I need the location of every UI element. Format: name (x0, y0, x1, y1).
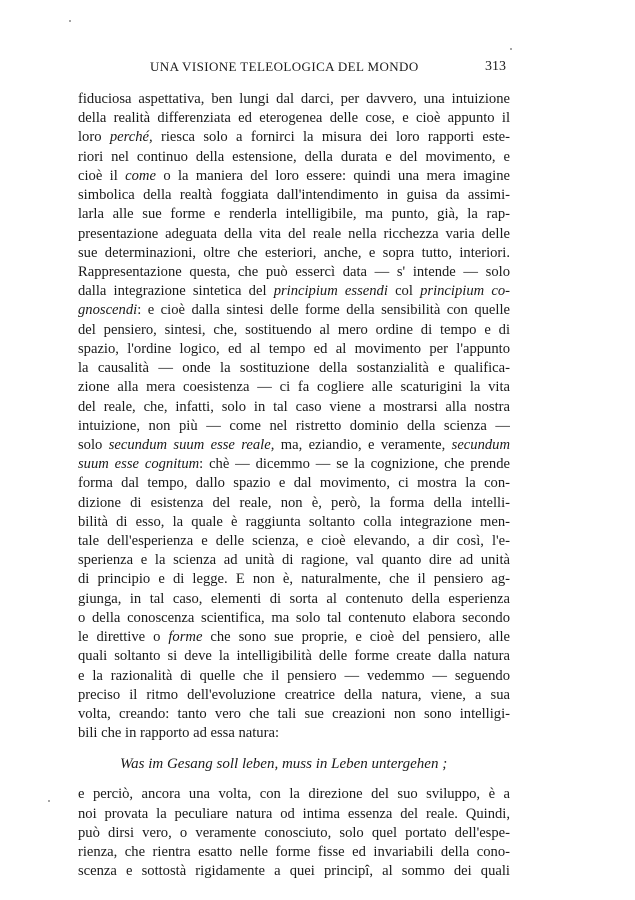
text-line (78, 609, 510, 628)
running-title: UNA VISIONE TELEOLOGICA DEL MONDO (150, 59, 419, 74)
text-segment: sue determinazioni, oltre che esteriori, anche, e sopra tutto, interiori. (78, 244, 510, 261)
text-segment: fiduciosa aspettativa, ben lungi dal darci, per davvero, una intuizione (78, 91, 510, 107)
text-line (78, 686, 510, 705)
text-line (78, 398, 510, 417)
text-segment: preciso il ritmo dell'evoluzione creatrice della natura, viene, a sua (78, 686, 510, 703)
text-segment: simbolica della realtà foggiata dall'intendimento in guisa da assimi- (78, 187, 510, 204)
verse-quotation: Was im Gesang soll leben, muss in Leben untergehen ; (120, 756, 448, 773)
text-line (78, 225, 510, 244)
text-segment: scenza e sottostà rigidamente a quei principî, al sommo dei quali (78, 863, 510, 880)
text-segment: noi provata la peculiare natura od intima essenza del reale. Quindi, (78, 805, 510, 822)
text-segment: giunga, in tal caso, elementi di sorta al contenuto della esperienza (78, 590, 510, 607)
text-segment: cioè il (78, 167, 126, 184)
text-segment: loro (78, 129, 110, 146)
scan-speck (48, 800, 50, 802)
body-text (78, 90, 510, 882)
text-line (78, 705, 510, 724)
text-line (78, 724, 510, 743)
text-segment: riori nel continuo della estensione, della durata e del movimento, e (78, 148, 510, 165)
text-segment: e perciò, ancora una volta, con la direzione del suo sviluppo, è a (78, 786, 510, 803)
text-segment: volta, creando: tanto vero che tali sue creazioni non sono intelligi- (78, 706, 510, 722)
text-line (78, 436, 510, 455)
text-line (78, 628, 510, 647)
text-segment: quali soltanto si deve la intelligibilità delle forme create dalla natura (78, 648, 510, 665)
text-segment: rienza, che rientra esatto nelle forme fisse ed invariabili della cono- (78, 844, 510, 861)
text-line (78, 301, 510, 320)
text-line (78, 321, 510, 340)
text-segment: forma dal tempo, dallo spazio e dal movimento, ci mostra la con- (78, 475, 510, 492)
text-segment: principium essendi (273, 283, 388, 300)
text-line (78, 109, 510, 128)
text-segment: principium co- (420, 283, 510, 300)
scan-speck (69, 20, 71, 22)
text-segment: dizione di esistenza del reale, non è, però, la forma della intelli- (78, 494, 510, 511)
text-line (78, 532, 510, 551)
text-segment: può dirsi vero, o veramente conosciuto, solo quel portato dell'espe- (78, 824, 510, 841)
text-segment: secundum (451, 436, 510, 453)
text-segment: della realità differenziata ed eterogenea delle cose, e cioè appunto il (78, 110, 510, 127)
text-segment: o della conoscenza scientifica, ma solo tal contenuto elabora secondo (78, 609, 510, 626)
text-line (78, 667, 510, 686)
text-segment: presentazione adeguata della vita del reale nella ricchezza varia delle (78, 225, 510, 242)
text-segment: del reale, che, infatti, solo in tal caso viene a mostrarsi alla nostra (78, 398, 510, 415)
text-segment: larla alle sue forme e renderla intelligibile, ma punto, già, la rap- (78, 206, 510, 223)
text-segment: dalla integrazione sintetica del (78, 283, 274, 300)
text-line (78, 167, 510, 186)
text-line (78, 455, 510, 474)
text-line (78, 128, 510, 147)
text-line (78, 244, 510, 263)
text-line (78, 359, 510, 378)
text-segment: e la razionalità di quelle che il pensiero — vedemmo — seguendo (78, 667, 510, 684)
text-segment: zione alla mera coesistenza — ci fa cogliere alle scaturigini la vita (78, 379, 510, 396)
scan-speck (510, 48, 512, 50)
text-segment: le direttive o (78, 629, 169, 646)
text-segment: tale dell'esperienza e delle scienza, e cioè elevando, a dir così, l'e- (78, 533, 510, 550)
text-segment: sperienza e la scienza ad unità di ragione, val quanto dire ad unità (78, 552, 510, 569)
text-segment: col (387, 283, 421, 300)
text-segment: la causalità — onde la sostituzione della sostanzialità e qualifica- (78, 360, 510, 377)
page-number: 313 (485, 59, 506, 74)
text-segment: gnoscendi (78, 302, 138, 319)
text-line (78, 340, 510, 359)
text-line (78, 513, 510, 532)
paragraph-continuation (78, 785, 510, 881)
text-line (78, 417, 510, 436)
text-segment: che sono sue proprie, e cioè del pensiero, alle (202, 629, 510, 646)
text-line (78, 474, 510, 493)
text-segment: forme (168, 629, 203, 646)
text-segment: solo (78, 436, 109, 453)
paragraph-main (78, 90, 510, 743)
text-line (78, 843, 510, 862)
text-line (78, 494, 510, 513)
text-segment: ma, eziandio, e veramente, (274, 436, 452, 453)
text-line (78, 378, 510, 397)
text-line (78, 148, 510, 167)
text-segment: di principio e di legge. E non è, naturalmente, che il pensiero ag- (78, 571, 510, 588)
running-header (78, 59, 506, 79)
text-line (78, 647, 510, 666)
text-segment: : e cioè dalla sintesi delle forme della sensibilità con quelle (137, 302, 510, 319)
text-line (78, 805, 510, 824)
text-line (78, 282, 510, 301)
text-segment: Rappresentazione questa, che può essercì data — s' intende — solo (78, 263, 510, 280)
text-segment: perché, (109, 129, 153, 146)
text-segment: come (125, 167, 156, 184)
text-segment: o la maniera del loro essere: quindi una mera imagine (155, 167, 510, 184)
text-line (78, 570, 510, 589)
text-line (78, 824, 510, 843)
text-segment: spazio, l'ordine logico, ed al tempo ed al movimento per l'appunto (78, 340, 510, 357)
text-segment: del pensiero, sintesi, che, sostituendo al mero ordine di tempo e di (78, 321, 510, 338)
text-line (78, 862, 510, 881)
text-segment: bilità di esso, la quale è raggiunta soltanto colla integrazione men- (78, 513, 510, 530)
text-segment: intuizione, non più — come nel ristretto dominio della scienza — (78, 417, 510, 434)
text-line (78, 785, 510, 804)
text-segment: riesca solo a fornirci la misura dei loro rapporti este- (152, 129, 510, 146)
text-segment: : chè — dicemmo — se la cognizione, che prende (199, 456, 510, 473)
text-line (78, 263, 510, 282)
text-segment: suum esse cognitum (78, 456, 200, 473)
text-segment: bili che in rapporto ad essa natura: (78, 725, 279, 742)
text-line (78, 590, 510, 609)
text-line (78, 186, 510, 205)
text-line (78, 205, 510, 224)
text-segment: secundum suum esse reale, (108, 436, 275, 453)
text-line (78, 90, 510, 109)
text-line (78, 551, 510, 570)
